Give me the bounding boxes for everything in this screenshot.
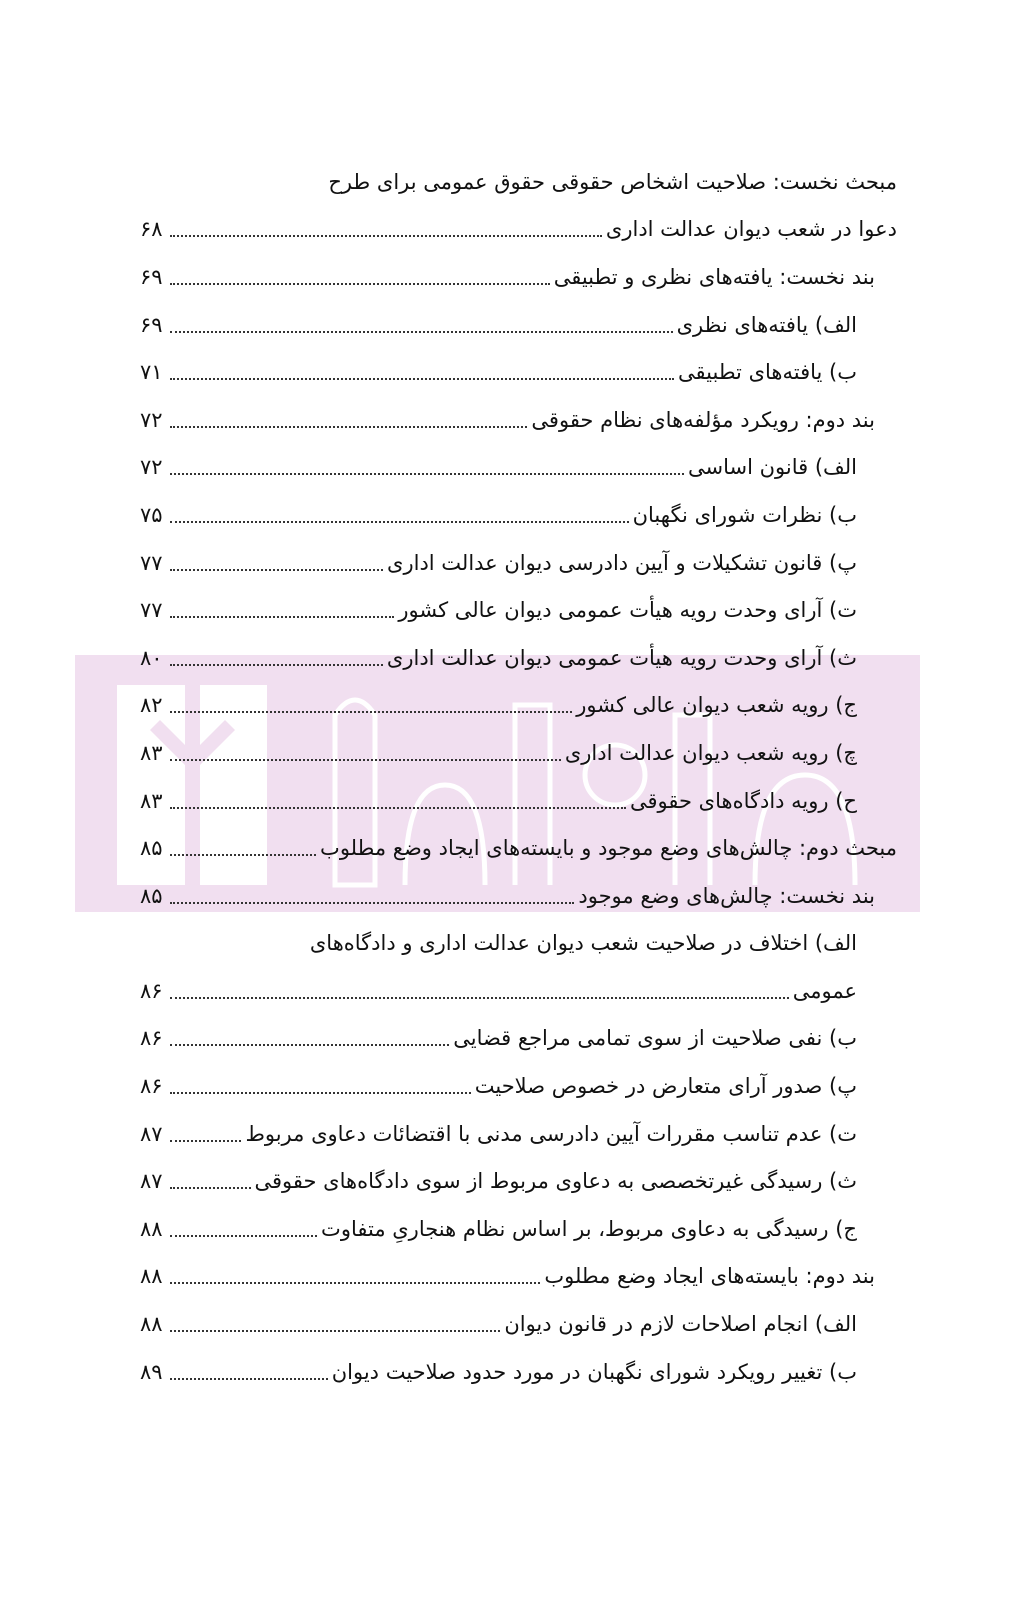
dot-leader — [170, 1221, 317, 1237]
toc-entry-title: الف) اختلاف در صلاحیت شعب دیوان عدالت اداری و دادگاه‌های — [309, 931, 857, 956]
toc-entry-title: بند نخست: چالش‌های وضع موجود — [578, 883, 875, 908]
dot-leader — [170, 888, 574, 904]
dot-leader — [170, 1126, 241, 1142]
toc-page-number: ۶۹ — [140, 312, 163, 337]
toc-page-number: ۷۵ — [140, 502, 163, 527]
toc-page-number: ۸۷ — [140, 1121, 163, 1146]
toc-entry-title: بند دوم: بایسته‌های ایجاد وضع مطلوب — [544, 1264, 875, 1289]
toc-page-number: ۶۸ — [140, 217, 163, 242]
toc-page-number: ۸۳ — [140, 788, 163, 813]
toc-page-number: ۸۶ — [140, 978, 163, 1003]
toc-page-number: ۷۲ — [140, 407, 163, 432]
toc-entry[interactable] — [140, 634, 897, 682]
toc-page-number: ۷۲ — [140, 455, 163, 480]
toc-page-number: ۷۷ — [140, 550, 163, 575]
dot-leader — [170, 317, 673, 333]
toc-entry[interactable] — [140, 1015, 897, 1063]
dot-leader — [170, 745, 561, 761]
toc-entry-title: الف) یافته‌های نظری — [676, 312, 857, 337]
toc-entry-title: مبحث دوم: چالش‌های وضع موجود و بایسته‌های ایجاد وضع مطلوب — [320, 836, 897, 861]
table-of-contents — [140, 158, 897, 1395]
toc-entry-title: ج) رسیدگی به دعاوی مربوط، بر اساس نظام هنجاریِ متفاوت — [321, 1216, 857, 1241]
toc-entry-title: چ) رویه شعب دیوان عدالت اداری — [564, 740, 857, 765]
dot-leader — [170, 459, 684, 475]
dot-leader — [170, 793, 626, 809]
toc-entry[interactable] — [140, 348, 897, 396]
toc-page-number: ۷۷ — [140, 598, 163, 623]
toc-entry-title: پ) قانون تشکیلات و آیین دادرسی دیوان عدالت اداری — [387, 550, 857, 575]
toc-entry[interactable] — [140, 1110, 897, 1158]
toc-page-number: ۸۸ — [140, 1216, 163, 1241]
toc-entry-title: ب) یافته‌های تطبیقی — [678, 360, 857, 385]
toc-page-number: ۸۰ — [140, 645, 163, 670]
toc-page-number: ۸۵ — [140, 883, 163, 908]
dot-leader — [170, 507, 629, 523]
toc-entry[interactable] — [140, 777, 897, 825]
toc-entry[interactable] — [140, 301, 897, 349]
toc-entry-title: بند دوم: رویکرد مؤلفه‌های نظام حقوقی — [531, 407, 875, 432]
dot-leader — [170, 412, 527, 428]
toc-entry[interactable] — [140, 1205, 897, 1253]
toc-entry-title: بند نخست: یافته‌های نظری و تطبیقی — [553, 264, 875, 289]
toc-entry-title: ث) آرای وحدت رویه هیأت عمومی دیوان عدالت اداری — [386, 645, 857, 670]
toc-page-number: ۸۳ — [140, 740, 163, 765]
toc-entry[interactable] — [140, 967, 897, 1015]
toc-entry[interactable] — [140, 872, 897, 920]
toc-entry[interactable] — [140, 1253, 897, 1301]
toc-entry[interactable] — [140, 1062, 897, 1110]
toc-page-number: ۸۷ — [140, 1169, 163, 1194]
toc-entry[interactable] — [140, 158, 897, 206]
toc-entry[interactable] — [140, 444, 897, 492]
toc-entry[interactable] — [140, 253, 897, 301]
dot-leader — [170, 983, 789, 999]
dot-leader — [170, 697, 572, 713]
toc-entry[interactable] — [140, 824, 897, 872]
toc-entry[interactable] — [140, 1300, 897, 1348]
toc-entry-title: دعوا در شعب دیوان عدالت اداری — [605, 217, 897, 242]
dot-leader — [170, 1316, 500, 1332]
toc-entry[interactable] — [140, 206, 897, 254]
toc-entry-title: ب) نفی صلاحیت از سوی تمامی مراجع قضایی — [453, 1026, 857, 1051]
toc-entry-title: ت) عدم تناسب مقررات آیین دادرسی مدنی با اقتضائات دعاوی مربوط — [245, 1121, 857, 1146]
toc-page-number: ۸۵ — [140, 836, 163, 861]
toc-entry[interactable] — [140, 920, 897, 968]
toc-entry[interactable] — [140, 729, 897, 777]
toc-entry[interactable] — [140, 539, 897, 587]
toc-entry[interactable] — [140, 1348, 897, 1396]
toc-entry-title: مبحث نخست: صلاحیت اشخاص حقوقی حقوق عمومی برای طرح — [328, 169, 897, 194]
toc-entry[interactable] — [140, 682, 897, 730]
dot-leader — [170, 555, 383, 571]
toc-entry-title: ب) نظرات شورای نگهبان — [632, 502, 857, 527]
toc-page-number: ۸۸ — [140, 1312, 163, 1337]
toc-page-number: ۸۲ — [140, 693, 163, 718]
dot-leader — [170, 1030, 449, 1046]
toc-entry-title: ج) رویه شعب دیوان عالی کشور — [576, 693, 857, 718]
toc-entry-title: الف) انجام اصلاحات لازم در قانون دیوان — [504, 1312, 857, 1337]
dot-leader — [170, 1268, 540, 1284]
toc-entry-title: ت) آرای وحدت رویه هیأت عمومی دیوان عالی کشور — [398, 598, 857, 623]
toc-entry-title: ب) تغییر رویکرد شورای نگهبان در مورد حدود صلاحیت دیوان — [331, 1359, 857, 1384]
toc-page-number: ۸۶ — [140, 1026, 163, 1051]
dot-leader — [170, 364, 674, 380]
dot-leader — [170, 1078, 471, 1094]
dot-leader — [170, 221, 602, 237]
toc-entry-title: عمومی — [792, 978, 857, 1003]
toc-entry-title: الف) قانون اساسی — [688, 455, 857, 480]
toc-entry[interactable] — [140, 491, 897, 539]
toc-entry-title: پ) صدور آرای متعارض در خصوص صلاحیت — [474, 1074, 857, 1099]
dot-leader — [170, 1364, 328, 1380]
toc-entry[interactable] — [140, 586, 897, 634]
dot-leader — [170, 269, 550, 285]
dot-leader — [170, 1173, 251, 1189]
toc-page-number: ۶۹ — [140, 264, 163, 289]
dot-leader — [170, 602, 394, 618]
toc-page-number: ۷۱ — [140, 360, 163, 385]
toc-page-number: ۸۹ — [140, 1359, 163, 1384]
toc-page-number: ۸۸ — [140, 1264, 163, 1289]
toc-entry-title: ح) رویه دادگاه‌های حقوقی — [629, 788, 857, 813]
dot-leader — [170, 840, 316, 856]
toc-entry[interactable] — [140, 1157, 897, 1205]
dot-leader — [170, 650, 383, 666]
toc-entry-title: ث) رسیدگی غیرتخصصی به دعاوی مربوط از سوی دادگاه‌های حقوقی — [254, 1169, 857, 1194]
toc-page-number: ۸۶ — [140, 1074, 163, 1099]
toc-entry[interactable] — [140, 396, 897, 444]
